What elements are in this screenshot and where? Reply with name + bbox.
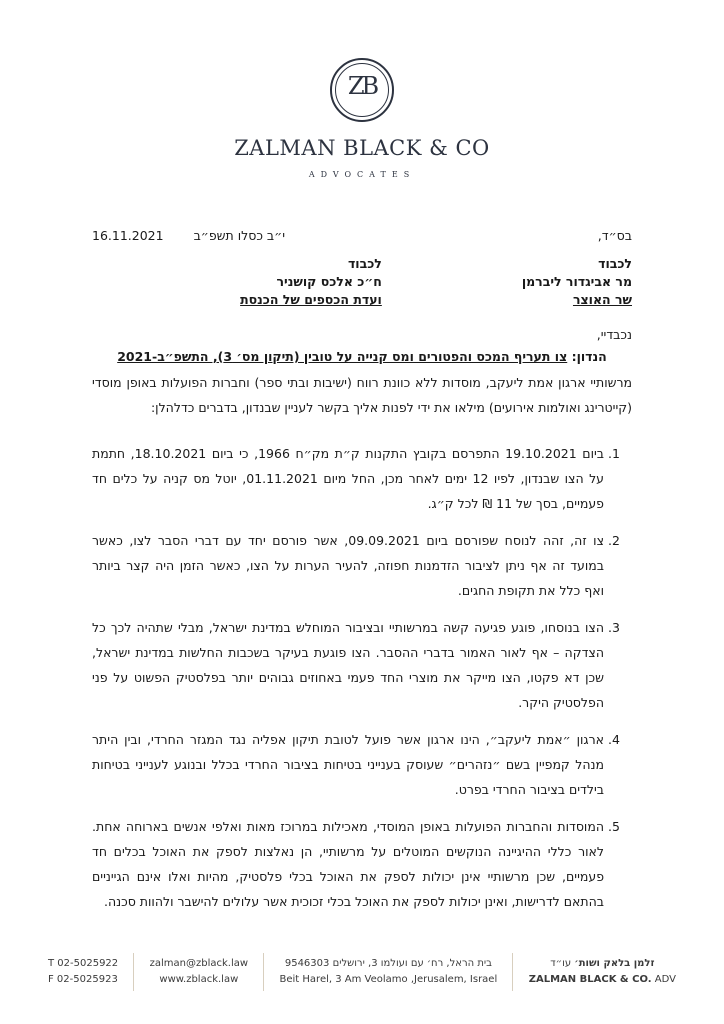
firm-name: ZALMAN BLACK & CO xyxy=(234,136,490,160)
footer-firm xyxy=(529,956,676,988)
footer-divider xyxy=(263,953,264,991)
website-link[interactable]: www.zblack.law xyxy=(159,974,239,985)
honorific: לכבוד xyxy=(347,256,382,271)
addressee-mk xyxy=(240,255,382,309)
item-2: 2. צו זה, זהה לנוסח שפורסם ביום 09.09.2021, אשר פורסם יחד עם דברי הסבר לצו, כאשר במועד זה אף ניתן לציבור הזדמנות חפוזה, להעיר הערות על הצו, כאשר הזמן היה קצר ביותר ואף כלל את תקופת החגים. xyxy=(92,528,604,603)
address-hebrew: בית הראל, רח׳ עם ועולמו 3, ירושלים 9546303 xyxy=(284,958,492,969)
monogram-emblem xyxy=(330,58,394,122)
letterhead-logo xyxy=(0,58,724,179)
firm-hebrew-name: זלמן בלאק ושות׳ xyxy=(574,958,655,969)
footer-phones xyxy=(48,956,118,988)
subject-label: הנדון: xyxy=(571,349,607,364)
addressee-minister xyxy=(522,255,632,309)
firm-english-suffix: ADV xyxy=(654,974,676,985)
phone: T 02-5025922 xyxy=(48,958,119,969)
firm-subtitle: ADVOCATES xyxy=(308,170,416,179)
addressee-title: שר האוצר xyxy=(572,292,632,307)
item-3: 3. הצו בנוסחו, פוגע פגיעה קשה במרשותיי ובציבור המוחלש במדינת ישראל, מבלי שתהיה לכך כל הצדקה – אף לאור האמור בדברי ההסבר. הצו פוגעת בעיקר בשכבות החלשות במדינת ישראל, שכן דא פקטו, הצו מייקר את מוצרי החד פעמי באחוזים גבוהים יותר בפלסטיק הפשוט על פני הפלסטיק היקר. xyxy=(92,615,604,715)
bsd-mark: בס״ד, xyxy=(597,228,632,243)
fax: F 02-5025923 xyxy=(48,974,118,985)
addressee-title: ועדת הכספים של הכנסת xyxy=(240,292,382,307)
gregorian-date: 16.11.2021 xyxy=(92,228,164,243)
addressee-name: מר אביגדור ליברמן xyxy=(521,274,632,289)
item-5: 5. המוסדות והחברות הפועלות באופן המוסדי, מאכילות במרוכז מאות ואלפי אנשים בארוחה אחת. לאור כללי ההיגיינה הנוקשים המוטלים על מרשותיי, הן נאלצות לספק את האוכל בכלים חד פעמיים, שכן מרשותיי אינן יכולות לספק את האוכל בכלי פלסטיק, מהיות ואלו אינם הגייניים בהתאם לדרישות, ואינן יכולות לספק את האוכל בכלי זכוכית אשר עלולים להישבר ולהוות סכנה. xyxy=(92,814,604,914)
monogram-text: ZB xyxy=(347,72,377,100)
firm-english-name: ZALMAN BLACK & CO. xyxy=(528,974,652,985)
email-link[interactable]: zalman@zblack.law xyxy=(149,958,249,969)
item-1: 1. ביום 19.10.2021 התפרסם בקובץ התקנות ק״ת מק״ח 1966, כי ביום 18.10.2021, חתמת על הצו שבנדון, לפיו 12 ימים לאחר מכן, החל מיום 01.11.2021, יוטל מס קניה על כלים חד פעמיים, בסך של 11 ₪ לכל ק״ג. xyxy=(92,441,604,516)
firm-hebrew-suffix: עו״ד xyxy=(550,958,572,969)
dates xyxy=(92,223,285,248)
subject-text: צו תעריף המכס והפטורים ומס קנייה על טובין (תיקון מס׳ 3), התשפ״ב-2021 xyxy=(117,349,568,364)
item-4: 4. ארגון ״אמת ליעקב״, הינו ארגון אשר פועל לטובת תיקון אפליה נגד המגזר החרדי, ובין היתר מנהל קמפיין בשם ״נזהרים״ שעוסק בענייני בטיחות בציבור החרדי בכלל ובנוגע לענייני בטיחות בילדים בציבור החרדי בפרט. xyxy=(92,727,604,802)
footer-divider xyxy=(133,953,134,991)
address-english: Beit Harel, 3 Am Veolamo ,Jerusalem, Israel xyxy=(279,974,498,985)
date-row xyxy=(92,223,632,248)
footer-contact xyxy=(150,956,248,988)
footer-divider xyxy=(512,953,513,991)
hebrew-date: י״ב כסלו תשפ״ב xyxy=(193,228,285,243)
honorific: לכבוד xyxy=(598,256,632,271)
numbered-items xyxy=(92,441,632,926)
addressees xyxy=(92,255,632,309)
intro-paragraph: מרשותיי ארגון אמת ליעקב, מוסדות ללא כוונת רווח (ישיבות ובתי ספר) וחברות הפועלות באופן מוסדי (קייטרינג ואולמות אירועים) מילאו את ידי לפנות אליך בקשר לעניין שבנדון, בדברים כדלהלן: xyxy=(92,375,632,415)
greeting: נכבדיי, xyxy=(596,327,632,342)
footer xyxy=(48,953,676,991)
footer-address xyxy=(280,956,498,988)
subject-line xyxy=(92,344,632,369)
addressee-name: ח״כ אלכס קושניר xyxy=(276,274,382,289)
